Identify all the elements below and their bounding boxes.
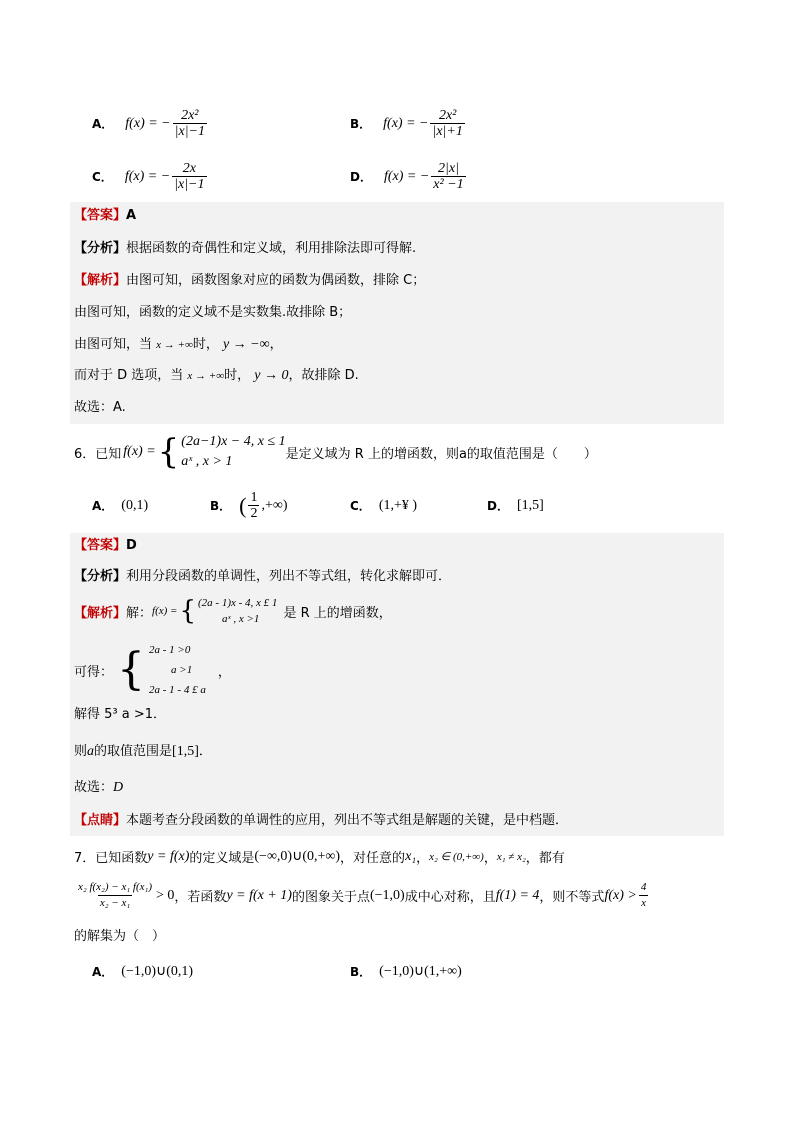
option-letter: A． [92, 117, 114, 131]
math-expr: (−1,0) [370, 887, 405, 903]
inequality: a >1 [171, 664, 193, 676]
fraction-denominator: |x|−1 [174, 124, 205, 139]
q6-system-line [74, 640, 231, 700]
question-text: 的定义域是 [189, 851, 255, 866]
jiexi-tag: 【解析】 [74, 273, 127, 288]
question-text: ，都有 [525, 851, 565, 866]
math-expr: x₁ [405, 848, 417, 864]
solution-text: 解： [126, 605, 153, 621]
option-letter: C． [92, 170, 113, 184]
fraction-denominator: x₂ − x₁ [99, 897, 131, 909]
piecewise-case: (2a - 1)x - 4, x £ 1 [198, 597, 278, 609]
option-letter: B． [350, 117, 372, 131]
q5-option-d [350, 161, 468, 192]
math-expr: D [113, 780, 124, 795]
piecewise-cases [181, 432, 285, 472]
piecewise-case: aˣ , x >1 [222, 613, 260, 625]
solution-text: 故选： [74, 780, 114, 795]
solution-text: 可得： [74, 664, 114, 680]
question-text: 成中心对称，且 [404, 890, 496, 905]
math-expr: > 0 [156, 887, 175, 903]
option-letter: D． [350, 170, 372, 184]
q6-option-c [350, 497, 417, 514]
fraction-numerator: 2|x| [438, 161, 459, 176]
option-value: (0,1) [121, 497, 149, 513]
question-text: 是定义域为 R 上的增函数，则a的取值范围是（ ） [285, 446, 597, 462]
dianjing-tag: 【点睛】 [74, 813, 127, 828]
option-lhs: f(x) = − [125, 115, 171, 131]
q5-line4 [74, 365, 359, 387]
solution-text: 的取值范围是 [94, 744, 173, 759]
q5-answer-line [74, 205, 136, 227]
piecewise-case: aˣ , x > 1 [181, 454, 233, 469]
answer-tag: 【答案】 [74, 208, 127, 223]
fraction-numerator: 2x² [438, 108, 457, 123]
condition-fraction [76, 880, 154, 911]
answer-tag: 【答案】 [74, 538, 127, 553]
q7-option-b [350, 963, 462, 980]
math-expr: a [87, 744, 95, 759]
math-expr: x → +∞ [187, 370, 225, 382]
solution-text: 由图可知，函数的定义域不是实数集.故排除 B； [74, 305, 352, 320]
fraction-numerator: 1 [250, 490, 258, 505]
brace-symbol: { [157, 432, 180, 472]
option-fraction [431, 161, 465, 192]
math-expr: f(x) > [604, 887, 637, 903]
option-value: [1,5] [516, 497, 544, 513]
analysis-tag: 【分析】 [74, 569, 127, 584]
option-letter: D． [487, 499, 509, 513]
q6-question [74, 432, 597, 472]
fraction-denominator: x² −1 [433, 177, 464, 192]
math-expr: y → −∞ [222, 337, 270, 352]
analysis-text: 根据函数的奇偶性和定义域，利用排除法即可得解. [126, 241, 417, 256]
fraction-numerator: 2x [182, 161, 196, 176]
q5-option-a [92, 108, 209, 139]
solution-text: 则 [74, 744, 88, 759]
fraction-denominator: x [641, 897, 646, 909]
brace-symbol: { [117, 644, 146, 695]
option-fraction [430, 108, 464, 139]
option-lhs: f(x) = − [383, 115, 429, 131]
q6-range-line [74, 741, 212, 763]
solution-text: 解得 5³ a >1． [74, 707, 167, 722]
solution-text: ， [217, 664, 231, 680]
q6-jiede-line [74, 704, 166, 726]
solution-text: ，故排除 D. [288, 368, 359, 383]
solution-text: 故选：A. [74, 400, 126, 415]
question-text: ，对任意的 [340, 851, 406, 866]
option-letter: C． [350, 499, 371, 513]
brace-symbol: { [179, 596, 197, 626]
math-expr: x₂ ∈ (0,+∞) [429, 851, 484, 863]
dianjing-text: 本题考查分段函数的单调性的应用，列出不等式组是解题的关键，是中档题． [126, 813, 569, 828]
option-fraction [248, 490, 259, 521]
q5-line2 [74, 302, 351, 324]
jiexi-text: 由图可知，函数图象对应的函数为偶函数，排除 C； [126, 273, 426, 288]
question-text: 的解集为（ ） [74, 929, 166, 944]
option-value: (1,+¥ ) [378, 497, 418, 513]
option-value: ,+∞) [261, 497, 288, 513]
solution-text: 时， [192, 337, 219, 352]
math-expr: y → 0 [254, 368, 289, 383]
solution-text: 由图可知，当 [74, 337, 153, 352]
option-value: (−1,0)∪(1,+∞) [379, 964, 462, 979]
fraction-numerator: 4 [640, 881, 647, 893]
piecewise-cases [198, 595, 277, 627]
question-number-text: 6．已知 [74, 446, 122, 462]
q7-line2 [74, 880, 650, 911]
q5-option-c [92, 161, 209, 192]
fraction-numerator: x₂ f(x₂) − x₁ f(x₁) [78, 881, 153, 893]
option-value: (−1,0)∪(0,1) [121, 964, 194, 979]
math-expr: x₁ ≠ x₂ [496, 850, 526, 863]
math-expr: (−∞,0)∪(0,+∞) [254, 849, 341, 864]
question-text: 7．已知函数 [74, 851, 148, 866]
option-letter: B． [210, 499, 232, 513]
question-text: ，则不等式 [539, 890, 605, 905]
q5-line3 [74, 334, 283, 356]
math-expr: f(x) = [152, 605, 178, 617]
solution-text: 是 R 上的增函数， [283, 605, 392, 621]
q5-jiexi-line [74, 270, 425, 292]
inequality: 2a - 1 - 4 £ a [149, 684, 206, 696]
q6-option-d [487, 497, 544, 514]
analysis-tag: 【分析】 [74, 241, 127, 256]
answer-value: D [126, 538, 137, 553]
q6-option-a [92, 497, 148, 514]
q5-option-b [350, 108, 467, 139]
q5-analysis-line [74, 238, 416, 260]
option-letter: A． [92, 965, 114, 979]
fraction-numerator: 2x² [181, 108, 199, 123]
q6-dianjing-line [74, 810, 568, 832]
fraction-denominator: 2 [250, 506, 258, 521]
math-expr: x → +∞ [156, 339, 193, 351]
question-text: 的图象关于点 [291, 890, 370, 905]
question-text: ， [416, 851, 430, 866]
math-expr: f(x) = [123, 444, 156, 459]
option-fraction [172, 161, 206, 192]
jiexi-tag: 【解析】 [74, 605, 127, 621]
q7-option-a [92, 963, 193, 980]
math-expr: y = f(x + 1) [226, 887, 292, 903]
math-expr: f(1) = 4 [495, 887, 540, 903]
q6-jiexi-line [74, 595, 392, 627]
fraction-denominator: |x|+1 [432, 124, 463, 139]
option-letter: A． [92, 499, 114, 513]
inequality: 2a - 1 >0 [149, 644, 191, 656]
analysis-text: 利用分段函数的单调性，列出不等式组，转化求解即可． [126, 569, 452, 584]
option-fraction [173, 108, 207, 139]
inequality-system [149, 640, 206, 700]
q6-analysis-line [74, 566, 451, 588]
q7-line1 [74, 847, 565, 866]
question-text: ， [483, 851, 497, 866]
math-expr: [1,5] [172, 744, 199, 759]
solution-text: ， [269, 337, 283, 352]
inequality-fraction [639, 880, 649, 911]
option-lhs: f(x) = − [383, 168, 430, 184]
solution-text: 时， [224, 368, 251, 383]
math-expr: y = f(x) [147, 848, 190, 864]
q6-answer-line [74, 535, 137, 557]
solution-text: 而对于 D 选项，当 [74, 368, 184, 383]
q5-line5 [74, 397, 126, 419]
answer-value: A [126, 208, 137, 223]
q6-option-b [210, 490, 288, 521]
fraction-denominator: |x|−1 [174, 177, 205, 192]
option-lhs: f(x) = − [124, 168, 171, 184]
question-text: ，若函数 [174, 890, 227, 905]
option-value: ( [239, 492, 247, 518]
option-letter: B． [350, 965, 372, 979]
solution-text: ． [198, 744, 212, 759]
q6-choose-line [74, 777, 123, 799]
piecewise-case: (2a−1)x − 4, x ≤ 1 [181, 434, 286, 449]
q7-line3 [74, 926, 165, 948]
